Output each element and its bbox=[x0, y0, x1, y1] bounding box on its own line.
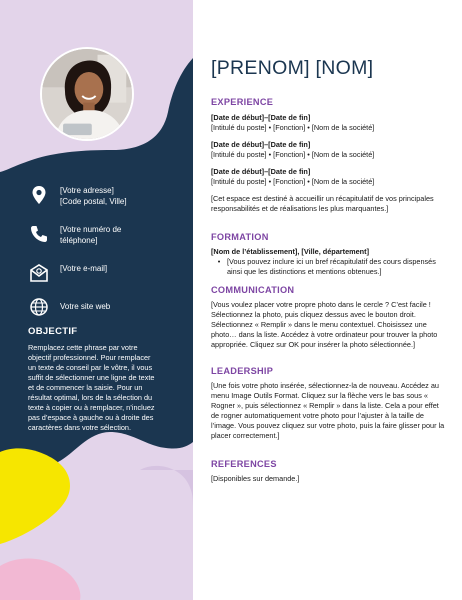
contact-email bbox=[28, 262, 188, 284]
phone-line-2: téléphone] bbox=[60, 236, 98, 245]
person-name: [PRENOM] [NOM] bbox=[211, 57, 374, 79]
formation-school: [Nom de l’établissement], [Ville, département] bbox=[211, 247, 370, 256]
globe-icon bbox=[28, 296, 50, 318]
formation-bullet-text: [Vous pouvez inclure ici un bref récapitulatif des cours dispensés ainsi que les distinctions et mentions obtenues.] bbox=[227, 257, 436, 276]
sidebar bbox=[0, 0, 193, 600]
leadership-heading: LEADERSHIP bbox=[211, 366, 274, 376]
email-icon bbox=[28, 262, 50, 284]
email-line: [Votre e-mail] bbox=[60, 264, 108, 273]
communication-text: [Vous voulez placer votre propre photo dans le cercle ? C’est facile ! Sélectionnez la photo, puis cliquez dessus avec le bouton droit. Sélectionnez « Remplir » dans le menu contextuel. Choisissez une photo… dans la liste. Accédez à votre ordinateur pour trouver la photo appropriée. Cliquez sur OK pour insérer la photo sélectionnée.] bbox=[211, 300, 438, 349]
references-text: [Disponibles sur demande.] bbox=[211, 474, 300, 483]
website-line: Votre site web bbox=[60, 302, 111, 311]
job-details: [Intitulé du poste] • [Fonction] • [Nom de la société] bbox=[211, 123, 375, 132]
experience-job-1 bbox=[211, 113, 447, 133]
leadership-text: [Une fois votre photo insérée, sélectionnez-la de nouveau. Accédez au menu Image Outils Format. Cliquez sur la flèche vers le bas sous « Rogner », puis sélectionnez « Remplir » dans la liste. Cela a pour effet de rogner automatiquement votre photo pour l’ajuster à la taille de l’image. Vous pouvez cliquez sur votre photo, puis la faire glisser pour la placer correctement.] bbox=[211, 381, 445, 440]
job-details: [Intitulé du poste] • [Fonction] • [Nom de la société] bbox=[211, 177, 375, 186]
experience-job-3 bbox=[211, 167, 447, 187]
experience-job-2 bbox=[211, 140, 447, 160]
portrait-image bbox=[42, 49, 132, 139]
contact-website bbox=[28, 296, 188, 318]
references-heading: REFERENCES bbox=[211, 459, 277, 469]
job-details: [Intitulé du poste] • [Fonction] • [Nom de la société] bbox=[211, 150, 375, 159]
contact-phone bbox=[28, 223, 188, 246]
profile-photo[interactable] bbox=[40, 47, 134, 141]
phone-icon bbox=[28, 223, 50, 245]
postal-line: [Code postal, Ville] bbox=[60, 197, 127, 206]
contact-address bbox=[28, 184, 188, 207]
experience-heading: EXPERIENCE bbox=[211, 97, 274, 107]
phone-line-1: [Votre numéro de bbox=[60, 225, 122, 234]
location-pin-icon bbox=[28, 184, 50, 206]
address-line: [Votre adresse] bbox=[60, 186, 114, 195]
formation-bullet bbox=[211, 257, 447, 277]
objective-title: OBJECTIF bbox=[28, 326, 78, 337]
formation-heading: FORMATION bbox=[211, 232, 269, 242]
job-dates: [Date de début]–[Date de fin] bbox=[211, 167, 311, 176]
experience-summary: [Cet espace est destiné à accueillir un récapitulatif de vos principales responsabilités et de réalisations les plus marquantes.] bbox=[211, 194, 434, 213]
communication-heading: COMMUNICATION bbox=[211, 285, 295, 295]
job-dates: [Date de début]–[Date de fin] bbox=[211, 113, 311, 122]
bullet-dot: • bbox=[217, 257, 221, 266]
job-dates: [Date de début]–[Date de fin] bbox=[211, 140, 311, 149]
objective-text: Remplacez cette phrase par votre objectif professionnel. Pour remplacer un texte de conseil par le vôtre, il vous suffit de sélectionner une ligne de texte et de commencer la saisie. Pour un résultat optimal, lors de la sélection du texte à copier ou à remplacer, n’incluez pas d’espace à gauche ou à droite des caractères dans votre sélection. bbox=[28, 343, 155, 432]
